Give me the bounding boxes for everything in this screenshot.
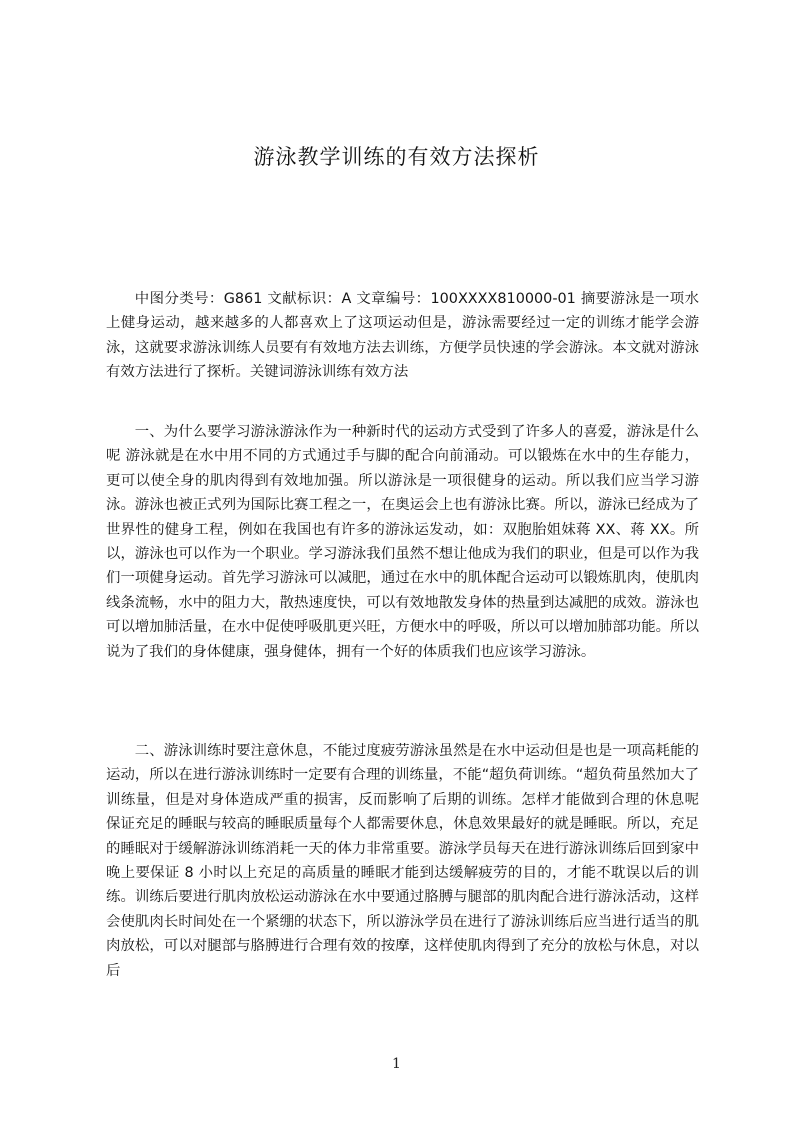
page-number: 1 (392, 1056, 401, 1072)
document-title: 游泳教学训练的有效方法探析 (253, 145, 540, 169)
section-two-paragraph: 二、游泳训练时要注意休息，不能过度疲劳游泳虽然是在水中运动但是也是一项高耗能的运动，所以在进行游泳训练时一定要有合理的训练量，不能“超负荷训练。“超负荷虽然加大了训练量，但是对身体造成严重的损害，反而影响了后期的训练。怎样才能做到合理的休息呢 保证充足的睡眠与较高的睡眠质量每个人都需要休息，休息效果最好的就是睡眠。所以，充足的睡眠对于缓解游泳训练消耗一天的体力非常重要。游泳学员每天在进行游泳训练后回到家中晚上要保证 8 小时以上充足的高质量的睡眠才能到达缓解疲劳的目的，才能不耽误以后的训练。训练后要进行肌肉放松运动游泳在水中要通过胳膊与腿部的肌肉配合进行游泳活动，这样会使肌肉长时间处在一个紧绷的状态下，所以游泳学员在进行了游泳训练后应当进行适当的肌肉放松，可以对腿部与胳膊进行合理有效的按摩，这样使肌肉得到了充分的放松与休息，对以后 (106, 743, 699, 979)
abstract-paragraph: 中图分类号：G861 文献标识：A 文章编号：100XXXX810000-01 摘要游泳是一项水上健身运动，越来越多的人都喜欢上了这项运动但是，游泳需要经过一定的训练才能学会游泳，这就要求游泳训练人员要有有效地方法去训练，方便学员快速的学会游泳。本文就对游泳有效方法进行了探析。关键词游泳训练有效方法 (106, 291, 699, 381)
section-one-paragraph: 一、为什么要学习游泳游泳作为一种新时代的运动方式受到了许多人的喜爱，游泳是什么呢 游泳就是在水中用不同的方式通过手与脚的配合向前涌动。可以锻炼在水中的生存能力，更可以使全身的肌肉得到有效地加强。所以游泳是一项很健身的运动。所以我们应当学习游泳。游泳也被正式列为国际比赛工程之一，在奥运会上也有游泳比赛。所以，游泳已经成为了世界性的健身工程，例如在我国也有许多的游泳运发动，如：双胞胎姐妹蒋 XX、蒋 XX。所以，游泳也可以作为一个职业。学习游泳我们虽然不想让他成为我们的职业，但是可以作为我们一项健身运动。首先学习游泳可以减肥，通过在水中的肌体配合运动可以锻炼肌肉，使肌肉线条流畅，水中的阻力大，散热速度快，可以有效地散发身体的热量到达减肥的成效。游泳也可以增加肺活量，在水中促使呼吸肌更兴旺，方便水中的呼吸，所以可以增加肺部功能。所以说为了我们的身体健康，强身健体，拥有一个好的体质我们也应该学习游泳。 (106, 424, 699, 660)
